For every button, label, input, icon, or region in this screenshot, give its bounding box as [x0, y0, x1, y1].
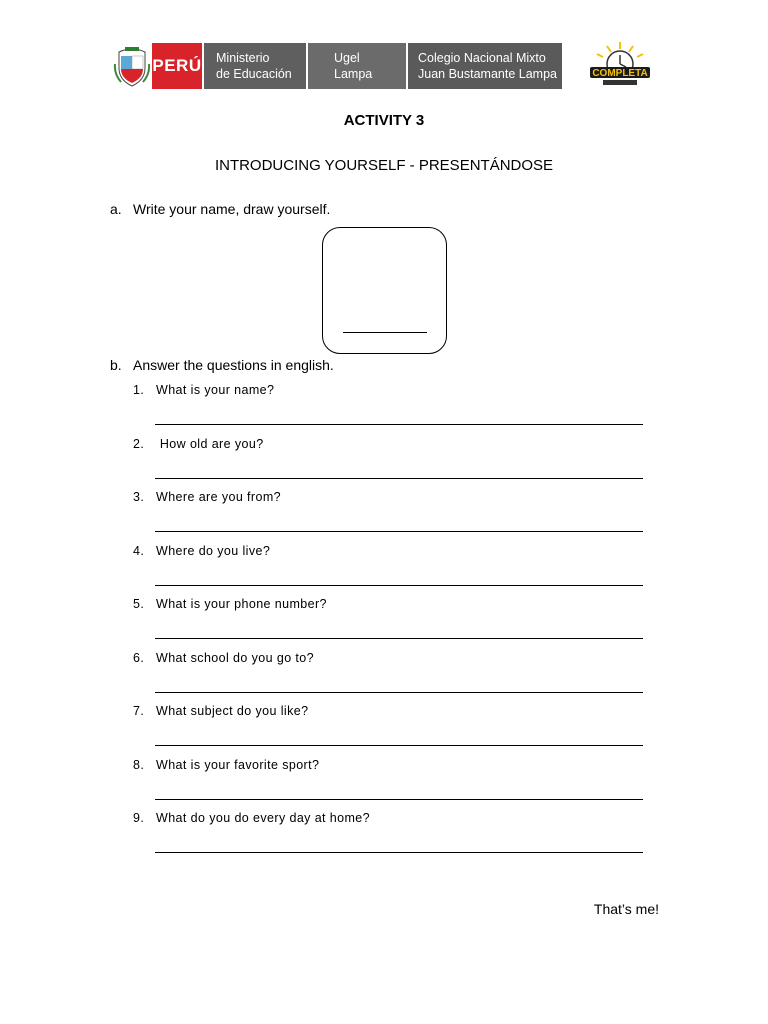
question-number: 4. [133, 543, 145, 558]
section-b-letter: b. [110, 357, 122, 373]
question-item [133, 383, 274, 397]
school-label [406, 43, 562, 89]
question-item [133, 651, 314, 665]
section-b [110, 357, 334, 373]
question-text: What is your phone number? [156, 597, 327, 611]
question-number: 7. [133, 704, 145, 718]
ugel-line-2: Lampa [334, 67, 373, 81]
section-b-text: Answer the questions in english. [133, 357, 334, 373]
question-number: 3. [133, 490, 145, 504]
answer-line[interactable] [155, 852, 643, 853]
section-a-text: Write your name, draw yourself. [133, 201, 331, 217]
question-number: 8. [133, 757, 145, 772]
question-text: What school do you go to? [156, 650, 315, 665]
header-banner [112, 43, 562, 89]
name-blank-line[interactable] [343, 332, 427, 333]
question-item [133, 490, 281, 504]
answer-line[interactable] [155, 745, 643, 746]
page-subtitle: INTRODUCING YOURSELF - PRESENTÁNDOSE [214, 157, 554, 174]
answer-line[interactable] [155, 478, 643, 479]
svg-text:COMPLETA: COMPLETA [592, 68, 648, 79]
ministry-line-1: Ministerio [216, 51, 270, 65]
section-a-letter: a. [110, 201, 122, 217]
question-text: How old are you? [156, 436, 264, 451]
question-number: 6. [133, 650, 145, 665]
coat-of-arms-icon [112, 43, 152, 89]
question-text: What do you do every day at home? [156, 811, 371, 825]
question-item [133, 544, 270, 558]
peru-label: PERÚ [152, 43, 202, 89]
section-a [110, 201, 330, 217]
activity-title: ACTIVITY 3 [343, 112, 425, 129]
question-text: What is your favorite sport? [156, 757, 320, 772]
ugel-line-1: Ugel [334, 51, 360, 65]
question-text: Where do you live? [156, 543, 271, 558]
question-text: What is your name? [156, 383, 275, 397]
closing-text: That’s me! [593, 901, 659, 917]
jornada-completa-logo-icon [585, 40, 655, 92]
question-item [133, 758, 319, 772]
ministry-line-2: de Educación [216, 67, 292, 81]
question-item [133, 704, 308, 718]
question-number: 2. [133, 436, 145, 451]
ministry-label [202, 43, 306, 89]
question-item [133, 437, 264, 451]
school-line-1: Colegio Nacional Mixto [418, 51, 546, 65]
ugel-label [306, 43, 406, 89]
school-line-2: Juan Bustamante Lampa [418, 67, 557, 81]
question-number: 1. [133, 383, 145, 397]
answer-line[interactable] [155, 585, 643, 586]
answer-line[interactable] [155, 531, 643, 532]
question-number: 5. [133, 597, 145, 611]
answer-line[interactable] [155, 424, 643, 425]
question-item [133, 597, 327, 611]
question-text: Where are you from? [156, 490, 282, 504]
answer-line[interactable] [155, 692, 643, 693]
question-text: What subject do you like? [156, 704, 309, 718]
question-item [133, 811, 370, 825]
answer-line[interactable] [155, 638, 643, 639]
question-number: 9. [133, 811, 145, 825]
answer-line[interactable] [155, 799, 643, 800]
self-portrait-box[interactable] [322, 227, 447, 354]
